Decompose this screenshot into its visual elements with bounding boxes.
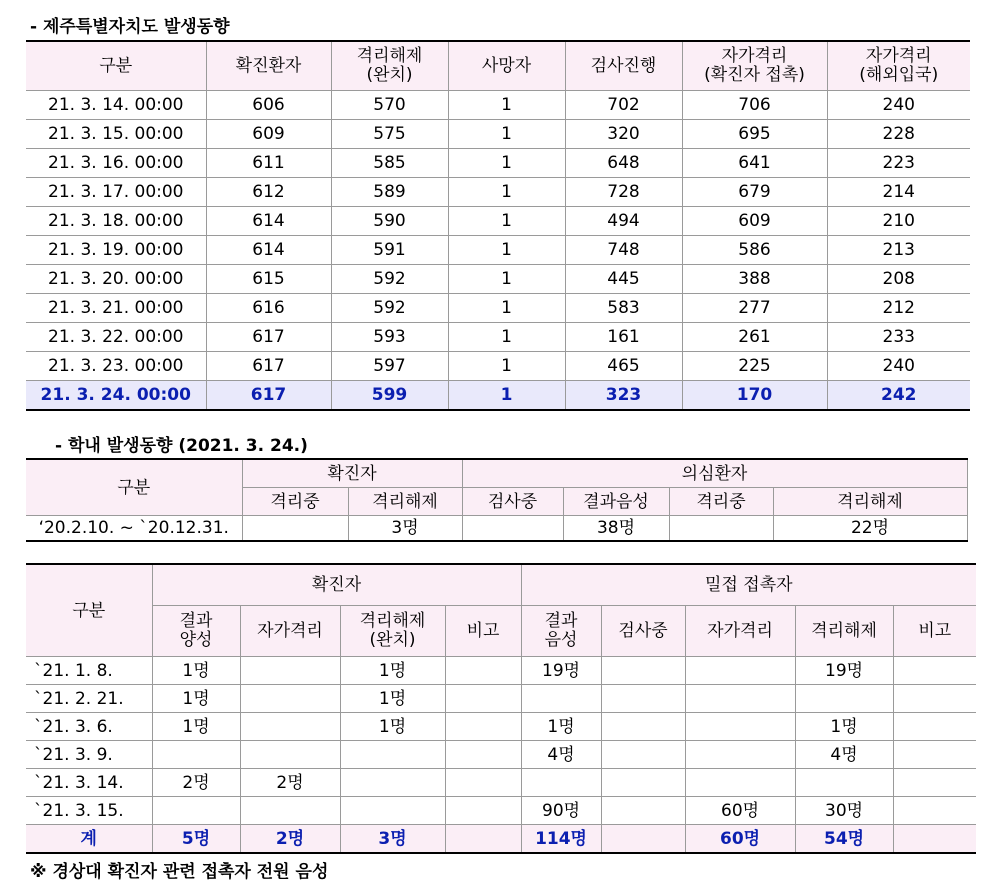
jeju-column-header: 자가격리 (확진자 접촉) xyxy=(682,41,827,91)
contacts-sub-header: 비고 xyxy=(893,606,976,657)
value-cell xyxy=(685,685,795,713)
table-row xyxy=(26,741,976,769)
date-cell: 21. 3. 22. 00:00 xyxy=(26,323,206,352)
value-cell xyxy=(445,741,521,769)
value-cell xyxy=(893,769,976,797)
value-cell: 617 xyxy=(206,323,331,352)
value-cell xyxy=(240,741,340,769)
value-cell: 589 xyxy=(331,178,448,207)
value-cell xyxy=(340,769,445,797)
contacts-category-header: 구분 xyxy=(26,564,152,657)
value-cell: 599 xyxy=(331,381,448,411)
value-cell: 592 xyxy=(331,265,448,294)
value-cell xyxy=(601,769,685,797)
value-cell xyxy=(240,797,340,825)
value-cell: 706 xyxy=(682,91,827,120)
value-cell: 1명 xyxy=(521,713,601,741)
date-cell: 21. 3. 16. 00:00 xyxy=(26,149,206,178)
value-cell: 213 xyxy=(827,236,970,265)
value-cell: 1 xyxy=(448,91,565,120)
campus-cell xyxy=(242,516,348,542)
value-cell: 612 xyxy=(206,178,331,207)
value-cell xyxy=(601,713,685,741)
table-row xyxy=(26,149,970,178)
value-cell: 30명 xyxy=(795,797,893,825)
campus-cell: 3명 xyxy=(348,516,462,542)
campus-cell xyxy=(462,516,563,542)
value-cell: 4명 xyxy=(795,741,893,769)
value-cell: 2명 xyxy=(152,769,240,797)
value-cell xyxy=(893,713,976,741)
table-row xyxy=(26,120,970,149)
value-cell xyxy=(685,769,795,797)
total-label-cell: 계 xyxy=(26,825,152,854)
value-cell xyxy=(601,741,685,769)
value-cell xyxy=(893,825,976,854)
value-cell: 590 xyxy=(331,207,448,236)
value-cell: 240 xyxy=(827,352,970,381)
value-cell: 1명 xyxy=(152,685,240,713)
value-cell: 208 xyxy=(827,265,970,294)
jeju-column-header: 사망자 xyxy=(448,41,565,91)
value-cell: 4명 xyxy=(521,741,601,769)
value-cell: 609 xyxy=(682,207,827,236)
contacts-sub-header: 격리해제 xyxy=(795,606,893,657)
contacts-sub-header: 결과 음성 xyxy=(521,606,601,657)
value-cell xyxy=(893,657,976,685)
campus-confirmed-group-header: 확진자 xyxy=(242,459,462,488)
campus-status-table xyxy=(26,458,968,542)
value-cell: 212 xyxy=(827,294,970,323)
value-cell: 592 xyxy=(331,294,448,323)
value-cell: 585 xyxy=(331,149,448,178)
date-cell: 21. 3. 18. 00:00 xyxy=(26,207,206,236)
value-cell: 54명 xyxy=(795,825,893,854)
table-row xyxy=(26,769,976,797)
table-row xyxy=(26,265,970,294)
value-cell: 616 xyxy=(206,294,331,323)
table-row xyxy=(26,657,976,685)
date-cell: `21. 3. 9. xyxy=(26,741,152,769)
value-cell: 695 xyxy=(682,120,827,149)
value-cell: 606 xyxy=(206,91,331,120)
date-cell: `21. 2. 21. xyxy=(26,685,152,713)
value-cell: 223 xyxy=(827,149,970,178)
value-cell: 2명 xyxy=(240,825,340,854)
value-cell xyxy=(685,741,795,769)
table-row xyxy=(26,236,970,265)
value-cell: 1 xyxy=(448,352,565,381)
value-cell: 323 xyxy=(565,381,682,411)
jeju-column-header: 자가격리 (해외입국) xyxy=(827,41,970,91)
value-cell: 1 xyxy=(448,207,565,236)
value-cell: 593 xyxy=(331,323,448,352)
value-cell: 1명 xyxy=(152,657,240,685)
date-cell: 21. 3. 23. 00:00 xyxy=(26,352,206,381)
value-cell xyxy=(521,685,601,713)
value-cell: 614 xyxy=(206,236,331,265)
value-cell xyxy=(340,797,445,825)
value-cell: 210 xyxy=(827,207,970,236)
value-cell: 1명 xyxy=(795,713,893,741)
value-cell: 1 xyxy=(448,294,565,323)
date-cell: `21. 3. 15. xyxy=(26,797,152,825)
campus-sub-header: 격리중 xyxy=(242,488,348,516)
value-cell: 161 xyxy=(565,323,682,352)
value-cell: 617 xyxy=(206,352,331,381)
value-cell: 617 xyxy=(206,381,331,411)
value-cell: 1 xyxy=(448,265,565,294)
table-row xyxy=(26,713,976,741)
value-cell xyxy=(795,685,893,713)
value-cell xyxy=(445,713,521,741)
campus-sub-header: 결과음성 xyxy=(563,488,669,516)
value-cell: 228 xyxy=(827,120,970,149)
value-cell: 1명 xyxy=(340,713,445,741)
campus-period-cell: ‘20.2.10. ~ `20.12.31. xyxy=(26,516,242,542)
value-cell: 388 xyxy=(682,265,827,294)
campus-cell: 22명 xyxy=(773,516,967,542)
campus-sub-header: 격리중 xyxy=(669,488,773,516)
campus-sub-header: 검사중 xyxy=(462,488,563,516)
value-cell: 728 xyxy=(565,178,682,207)
value-cell: 170 xyxy=(682,381,827,411)
contacts-sub-header: 자가격리 xyxy=(240,606,340,657)
latest-row xyxy=(26,381,970,411)
jeju-column-header: 격리해제 (완치) xyxy=(331,41,448,91)
value-cell: 240 xyxy=(827,91,970,120)
date-cell: 21. 3. 19. 00:00 xyxy=(26,236,206,265)
jeju-status-table xyxy=(26,40,970,411)
table-row xyxy=(26,207,970,236)
campus-sub-header: 격리해제 xyxy=(348,488,462,516)
value-cell: 114명 xyxy=(521,825,601,854)
value-cell: 570 xyxy=(331,91,448,120)
value-cell: 1명 xyxy=(340,657,445,685)
value-cell: 615 xyxy=(206,265,331,294)
value-cell: 445 xyxy=(565,265,682,294)
table-row xyxy=(26,797,976,825)
value-cell: 1 xyxy=(448,178,565,207)
value-cell: 233 xyxy=(827,323,970,352)
value-cell: 1 xyxy=(448,381,565,411)
value-cell: 242 xyxy=(827,381,970,411)
value-cell: 1 xyxy=(448,323,565,352)
value-cell: 591 xyxy=(331,236,448,265)
date-cell: 21. 3. 17. 00:00 xyxy=(26,178,206,207)
contacts-sub-header: 자가격리 xyxy=(685,606,795,657)
value-cell: 679 xyxy=(682,178,827,207)
value-cell: 261 xyxy=(682,323,827,352)
value-cell: 3명 xyxy=(340,825,445,854)
value-cell xyxy=(445,797,521,825)
value-cell: 60명 xyxy=(685,825,795,854)
value-cell: 2명 xyxy=(240,769,340,797)
campus-sub-header: 격리해제 xyxy=(773,488,967,516)
value-cell xyxy=(240,685,340,713)
contacts-confirmed-group-header: 확진자 xyxy=(152,564,521,606)
contacts-table xyxy=(26,563,976,854)
value-cell: 465 xyxy=(565,352,682,381)
footnote: ※ 경상대 확진자 관련 접촉자 전원 음성 xyxy=(30,862,329,882)
campus-suspected-group-header: 의심환자 xyxy=(462,459,967,488)
date-cell: 21. 3. 21. 00:00 xyxy=(26,294,206,323)
contacts-sub-header: 비고 xyxy=(445,606,521,657)
date-cell: `21. 3. 14. xyxy=(26,769,152,797)
value-cell xyxy=(601,657,685,685)
value-cell: 1 xyxy=(448,236,565,265)
value-cell xyxy=(445,769,521,797)
table-row xyxy=(26,352,970,381)
value-cell: 320 xyxy=(565,120,682,149)
date-cell: 21. 3. 14. 00:00 xyxy=(26,91,206,120)
jeju-heading: - 제주특별자치도 발생동향 xyxy=(30,17,230,37)
value-cell xyxy=(893,685,976,713)
value-cell: 90명 xyxy=(521,797,601,825)
value-cell xyxy=(445,657,521,685)
value-cell xyxy=(601,825,685,854)
value-cell xyxy=(340,741,445,769)
value-cell: 748 xyxy=(565,236,682,265)
campus-heading: - 학내 발생동향 (2021. 3. 24.) xyxy=(55,436,308,456)
table-row xyxy=(26,178,970,207)
table-row xyxy=(26,294,970,323)
value-cell: 597 xyxy=(331,352,448,381)
date-cell: 21. 3. 20. 00:00 xyxy=(26,265,206,294)
value-cell: 1명 xyxy=(152,713,240,741)
value-cell: 277 xyxy=(682,294,827,323)
value-cell: 611 xyxy=(206,149,331,178)
value-cell: 1 xyxy=(448,120,565,149)
value-cell xyxy=(445,685,521,713)
value-cell: 19명 xyxy=(795,657,893,685)
value-cell: 648 xyxy=(565,149,682,178)
value-cell: 609 xyxy=(206,120,331,149)
date-cell: 21. 3. 15. 00:00 xyxy=(26,120,206,149)
value-cell: 641 xyxy=(682,149,827,178)
date-cell: `21. 1. 8. xyxy=(26,657,152,685)
value-cell: 583 xyxy=(565,294,682,323)
value-cell xyxy=(521,769,601,797)
contacts-close-group-header: 밀접 접촉자 xyxy=(521,564,976,606)
contacts-sub-header: 결과 양성 xyxy=(152,606,240,657)
value-cell: 1명 xyxy=(340,685,445,713)
value-cell xyxy=(445,825,521,854)
jeju-column-header: 구분 xyxy=(26,41,206,91)
value-cell: 494 xyxy=(565,207,682,236)
campus-cell xyxy=(669,516,773,542)
jeju-column-header: 검사진행 xyxy=(565,41,682,91)
campus-cell: 38명 xyxy=(563,516,669,542)
value-cell: 1 xyxy=(448,149,565,178)
contacts-sub-header: 격리해제 (완치) xyxy=(340,606,445,657)
value-cell: 5명 xyxy=(152,825,240,854)
value-cell xyxy=(240,657,340,685)
value-cell xyxy=(893,797,976,825)
date-cell: `21. 3. 6. xyxy=(26,713,152,741)
value-cell xyxy=(152,741,240,769)
value-cell xyxy=(152,797,240,825)
value-cell: 60명 xyxy=(685,797,795,825)
value-cell: 575 xyxy=(331,120,448,149)
value-cell: 225 xyxy=(682,352,827,381)
campus-category-header: 구분 xyxy=(26,459,242,516)
table-row xyxy=(26,323,970,352)
table-row xyxy=(26,685,976,713)
value-cell xyxy=(685,713,795,741)
value-cell: 586 xyxy=(682,236,827,265)
value-cell xyxy=(685,657,795,685)
value-cell xyxy=(601,797,685,825)
value-cell xyxy=(893,741,976,769)
value-cell xyxy=(601,685,685,713)
value-cell: 214 xyxy=(827,178,970,207)
date-cell: 21. 3. 24. 00:00 xyxy=(26,381,206,411)
value-cell: 614 xyxy=(206,207,331,236)
value-cell xyxy=(240,713,340,741)
value-cell xyxy=(795,769,893,797)
jeju-column-header: 확진환자 xyxy=(206,41,331,91)
value-cell: 702 xyxy=(565,91,682,120)
table-row xyxy=(26,91,970,120)
value-cell: 19명 xyxy=(521,657,601,685)
contacts-sub-header: 검사중 xyxy=(601,606,685,657)
total-row xyxy=(26,825,976,854)
